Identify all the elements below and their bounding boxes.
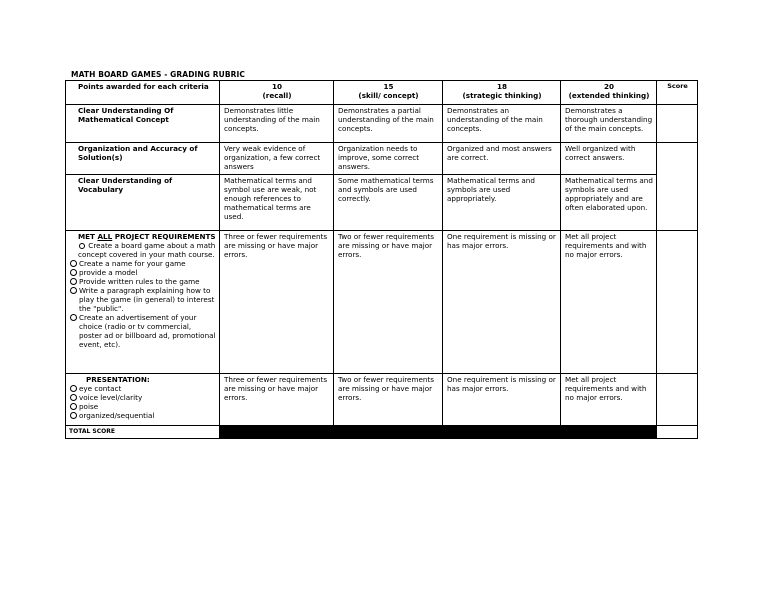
criteria-cell-presentation xyxy=(66,374,220,426)
score-cell[interactable] xyxy=(657,143,698,231)
requirements-heading-underlined: ALL xyxy=(97,232,113,241)
radio-circle-icon xyxy=(70,278,77,285)
radio-circle-icon xyxy=(70,260,77,267)
requirement-option xyxy=(70,313,216,349)
rubric-cell: One requirement is missing or has major errors. xyxy=(443,374,561,426)
criteria-cell: Clear Understanding of Vocabulary xyxy=(66,175,220,231)
rubric-cell: Demonstrates a partial understanding of the main concepts. xyxy=(334,105,443,143)
rubric-cell: Met all project requirements and with no major errors. xyxy=(561,231,657,374)
rubric-cell: Well organized with correct answers. xyxy=(561,143,657,175)
rubric-cell: Two or fewer requirements are missing or have major errors. xyxy=(334,231,443,374)
level-label: (recall) xyxy=(262,91,292,100)
rubric-cell: Three or fewer requirements are missing or have major errors. xyxy=(220,231,334,374)
criteria-cell-requirements xyxy=(66,231,220,374)
radio-circle-icon xyxy=(70,412,77,419)
level-15-header xyxy=(334,81,443,105)
score-column-header: Score xyxy=(657,81,698,105)
presentation-option xyxy=(70,393,216,402)
requirement-option-label: Create an advertisement of your choice (radio or tv commercial, poster ad or billboard ad, promotional event, etc). xyxy=(79,313,216,349)
requirements-heading-suffix: PROJECT REQUIREMENTS xyxy=(112,232,216,241)
level-points: 10 xyxy=(271,82,282,91)
radio-circle-icon xyxy=(70,385,77,392)
requirement-option xyxy=(70,268,216,277)
requirements-intro: Create a board game about a math concept covered in your math course. xyxy=(78,241,216,259)
table-row xyxy=(66,105,698,143)
radio-circle-icon xyxy=(79,243,85,249)
presentation-option-label: eye contact xyxy=(79,384,122,393)
score-cell[interactable] xyxy=(657,374,698,426)
radio-circle-icon xyxy=(70,394,77,401)
presentation-option-label: organized/sequential xyxy=(79,411,155,420)
requirement-option-label: Create a name for your game xyxy=(79,259,186,268)
level-label: (extended thinking) xyxy=(568,91,650,100)
level-20-header xyxy=(561,81,657,105)
table-row xyxy=(66,143,698,175)
criteria-cell: Organization and Accuracy of Solution(s) xyxy=(66,143,220,175)
score-cell[interactable] xyxy=(657,105,698,143)
presentation-option xyxy=(70,384,216,393)
rubric-cell: Demonstrates an understanding of the main concepts. xyxy=(443,105,561,143)
total-row xyxy=(66,426,698,439)
rubric-cell: Mathematical terms and symbols are used appropriately and are often elaborated upon. xyxy=(561,175,657,231)
rubric-cell: Very weak evidence of organization, a few correct answers xyxy=(220,143,334,175)
rubric-cell: Mathematical terms and symbol use are weak, not enough references to mathematical terms are used. xyxy=(220,175,334,231)
requirement-option-label: provide a model xyxy=(79,268,138,277)
rubric-cell: Demonstrates little understanding of the main concepts. xyxy=(220,105,334,143)
rubric-title: MATH BOARD GAMES - GRADING RUBRIC xyxy=(71,70,246,79)
rubric-cell: One requirement is missing or has major errors. xyxy=(443,231,561,374)
table-row xyxy=(66,231,698,374)
requirement-option-label: Write a paragraph explaining how to play the game (in general) to interest the "public". xyxy=(79,286,215,313)
presentation-option xyxy=(70,402,216,411)
table-row xyxy=(66,175,698,231)
presentation-heading: PRESENTATION: xyxy=(86,375,150,384)
rubric-cell: Some mathematical terms and symbols are used correctly. xyxy=(334,175,443,231)
radio-circle-icon xyxy=(70,314,77,321)
presentation-option-label: poise xyxy=(79,402,99,411)
grading-rubric-table xyxy=(65,80,698,439)
rubric-cell: Two or fewer requirements are missing or have major errors. xyxy=(334,374,443,426)
rubric-cell: Met all project requirements and with no major errors. xyxy=(561,374,657,426)
requirement-option-label: Provide written rules to the game xyxy=(79,277,200,286)
total-score-cell[interactable] xyxy=(657,426,698,439)
level-label: (skill/ concept) xyxy=(358,91,419,100)
requirement-option xyxy=(70,277,216,286)
presentation-option-label: voice level/clarity xyxy=(79,393,143,402)
radio-circle-icon xyxy=(70,287,77,294)
score-cell[interactable] xyxy=(657,231,698,374)
level-points: 18 xyxy=(496,82,507,91)
rubric-cell: Organized and most answers are correct. xyxy=(443,143,561,175)
requirements-heading-prefix: MET xyxy=(78,232,98,241)
level-points: 20 xyxy=(603,82,614,91)
requirement-option xyxy=(70,259,216,268)
table-row xyxy=(66,374,698,426)
level-label: (strategic thinking) xyxy=(462,91,542,100)
requirement-option xyxy=(70,286,216,313)
criteria-column-header: Points awarded for each criteria xyxy=(66,81,220,105)
rubric-cell: Mathematical terms and symbols are used appropriately. xyxy=(443,175,561,231)
level-points: 15 xyxy=(383,82,394,91)
header-row xyxy=(66,81,698,105)
presentation-option xyxy=(70,411,216,420)
criteria-cell: Clear Understanding Of Mathematical Concept xyxy=(66,105,220,143)
radio-circle-icon xyxy=(70,269,77,276)
requirements-heading xyxy=(78,232,216,241)
rubric-cell: Organization needs to improve, some correct answers. xyxy=(334,143,443,175)
level-18-header xyxy=(443,81,561,105)
rubric-cell: Three or fewer requirements are missing or have major errors. xyxy=(220,374,334,426)
rubric-cell: Demonstrates a thorough understanding of the main concepts. xyxy=(561,105,657,143)
level-10-header xyxy=(220,81,334,105)
total-blackout-bar xyxy=(220,426,657,439)
radio-circle-icon xyxy=(70,403,77,410)
total-score-label: TOTAL SCORE xyxy=(66,426,220,439)
